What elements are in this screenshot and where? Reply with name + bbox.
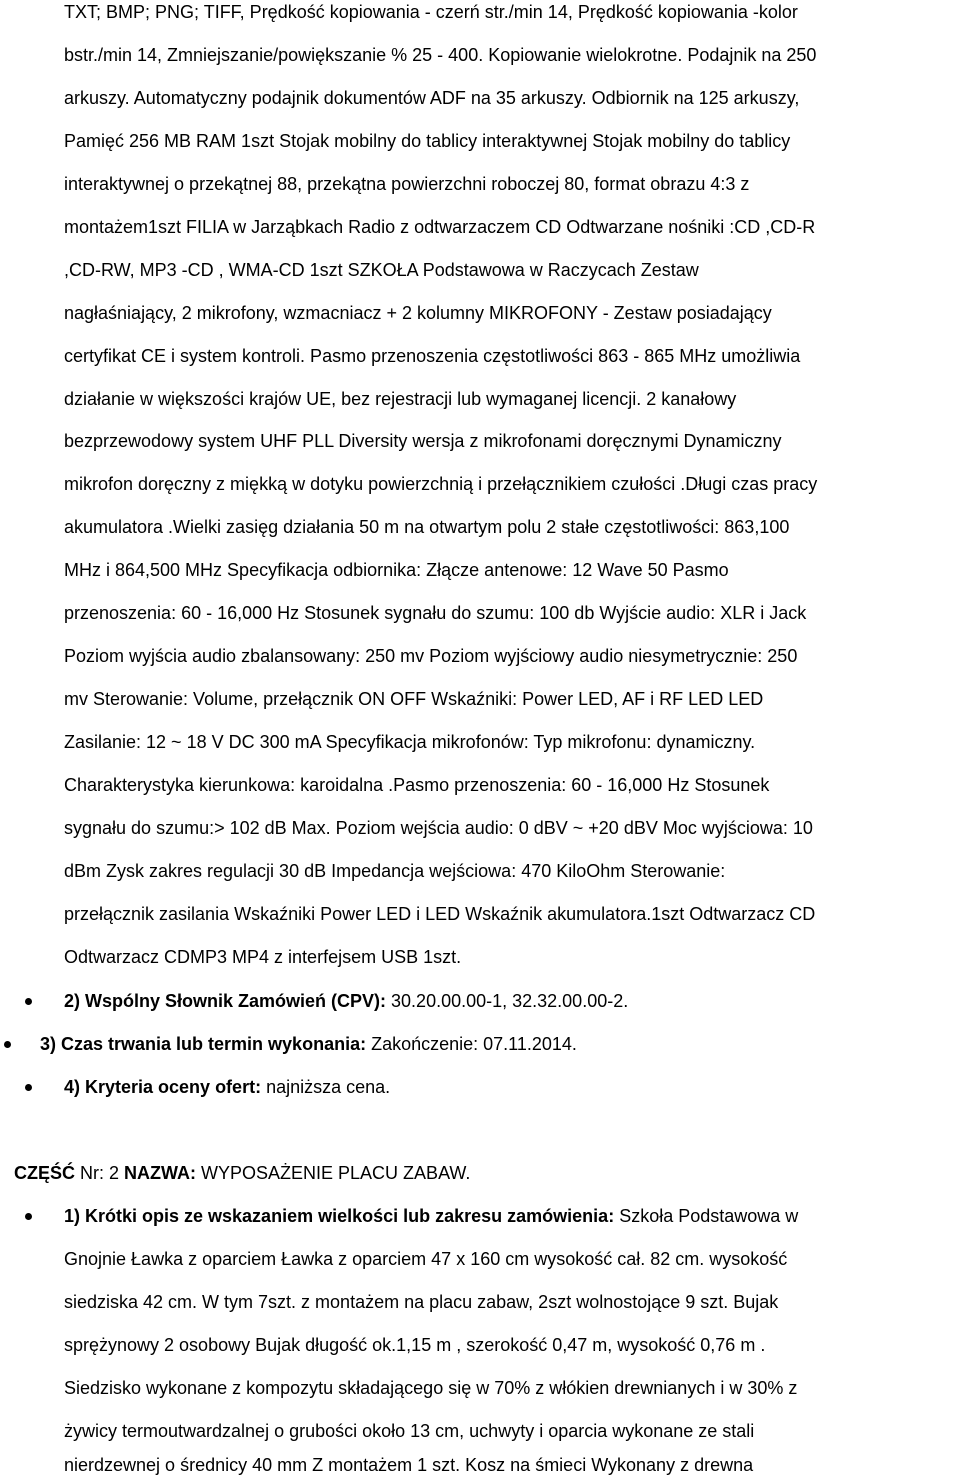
list-item-value: 30.20.00.00-1, 32.32.00.00-2. xyxy=(386,991,629,1011)
text-line: certyfikat CE i system kontroli. Pasmo przenoszenia częstotliwości 863 - 865 MHz umożliwia xyxy=(64,346,801,366)
text-line: Charakterystyka kierunkowa: karoidalna .Pasmo przenoszenia: 60 - 16,000 Hz Stosunek xyxy=(64,775,770,795)
text-line: bstr./min 14, Zmniejszanie/powiększanie % 25 - 400. Kopiowanie wielokrotne. Podajnik na 250 xyxy=(64,45,817,65)
list-item-value: najniższa cena. xyxy=(261,1077,391,1097)
bullet-icon xyxy=(25,1213,32,1220)
list-item-text xyxy=(64,990,628,1012)
text-line: sprężynowy 2 osobowy Bujak długość ok.1,15 m , szerokość 0,47 m, wysokość 0,76 m . xyxy=(64,1335,766,1355)
part-number: Nr: 2 xyxy=(75,1163,125,1183)
text-line: MHz i 864,500 MHz Specyfikacja odbiornika: Złącze antenowe: 12 Wave 50 Pasmo xyxy=(64,560,729,580)
list-item-label: 2) Wspólny Słownik Zamówień (CPV): xyxy=(64,991,387,1011)
part-heading xyxy=(14,1162,470,1184)
list-item-label: 3) Czas trwania lub termin wykonania: xyxy=(40,1034,367,1054)
text-line: Poziom wyjścia audio zbalansowany: 250 mv Poziom wyjściowy audio niesymetrycznie: 250 xyxy=(64,646,798,666)
part-label: CZĘŚĆ xyxy=(14,1163,76,1183)
text-line: montażem1szt FILIA w Jarząbkach Radio z odtwarzaczem CD Odtwarzane nośniki :CD ,CD-R xyxy=(64,217,816,237)
list-item-text xyxy=(64,1205,798,1227)
text-line: działanie w większości krajów UE, bez rejestracji lub wymaganej licencji. 2 kanałowy xyxy=(64,389,737,409)
text-line: Siedzisko wykonane z kompozytu składającego się w 70% z włókien drewnianych i w 30% z xyxy=(64,1378,798,1398)
part-name: WYPOSAŻENIE PLACU ZABAW. xyxy=(196,1163,471,1183)
text-line: Pamięć 256 MB RAM 1szt Stojak mobilny do tablicy interaktywnej Stojak mobilny do tablicy xyxy=(64,131,791,151)
text-line: Odtwarzacz CDMP3 MP4 z interfejsem USB 1szt. xyxy=(64,947,462,967)
text-line: sygnału do szumu:> 102 dB Max. Poziom wejścia audio: 0 dBV ~ +20 dBV Moc wyjściowa: 10 xyxy=(64,818,813,838)
text-line: mv Sterowanie: Volume, przełącznik ON OFF Wskaźniki: Power LED, AF i RF LED LED xyxy=(64,689,764,709)
text-line: dBm Zysk zakres regulacji 30 dB Impedancja wejściowa: 470 KiloOhm Sterowanie: xyxy=(64,861,726,881)
text-line: mikrofon doręczny z miękką w dotyku powierzchnią i przełącznikiem czułości .Długi czas pracy xyxy=(64,474,818,494)
bullet-icon xyxy=(4,1041,11,1048)
text-line: Gnojnie Ławka z oparciem Ławka z oparciem 47 x 160 cm wysokość cał. 82 cm. wysokość xyxy=(64,1249,788,1269)
list-item-value: Zakończenie: 07.11.2014. xyxy=(366,1034,577,1054)
list-item-value: Szkoła Podstawowa w xyxy=(614,1206,799,1226)
text-line: przenoszenia: 60 - 16,000 Hz Stosunek sygnału do szumu: 100 db Wyjście audio: XLR i Jack xyxy=(64,603,807,623)
list-item-text xyxy=(64,1076,390,1098)
text-line: żywicy termoutwardzalnej o grubości około 13 cm, uchwyty i oparcia wykonane ze stali xyxy=(64,1421,755,1441)
text-line: nagłaśniający, 2 mikrofony, wzmacniacz + 2 kolumny MIKROFONY - Zestaw posiadający xyxy=(64,303,772,323)
bullet-icon xyxy=(25,998,32,1005)
list-item-label: 4) Kryteria oceny ofert: xyxy=(64,1077,262,1097)
text-line: ,CD-RW, MP3 -CD , WMA-CD 1szt SZKOŁA Podstawowa w Raczycach Zestaw xyxy=(64,260,699,280)
list-item-text xyxy=(40,1033,577,1055)
text-line: przełącznik zasilania Wskaźniki Power LED i LED Wskaźnik akumulatora.1szt Odtwarzacz CD xyxy=(64,904,816,924)
text-line: akumulatora .Wielki zasięg działania 50 m na otwartym polu 2 stałe częstotliwości: 863,100 xyxy=(64,517,790,537)
part-name-label: NAZWA: xyxy=(124,1163,197,1183)
text-line: nierdzewnej o średnicy 40 mm Z montażem 1 szt. Kosz na śmieci Wykonany z drewna xyxy=(64,1455,754,1475)
text-line: TXT; BMP; PNG; TIFF, Prędkość kopiowania - czerń str./min 14, Prędkość kopiowania -kolor xyxy=(64,2,798,22)
text-line: arkuszy. Automatyczny podajnik dokumentów ADF na 35 arkuszy. Odbiornik na 125 arkuszy, xyxy=(64,88,800,108)
text-line: interaktywnej o przekątnej 88, przekątna powierzchni roboczej 80, format obrazu 4:3 z xyxy=(64,174,750,194)
text-line: Zasilanie: 12 ~ 18 V DC 300 mA Specyfikacja mikrofonów: Typ mikrofonu: dynamiczny. xyxy=(64,732,756,752)
list-item-label: 1) Krótki opis ze wskazaniem wielkości lub zakresu zamówienia: xyxy=(64,1206,615,1226)
text-line: siedziska 42 cm. W tym 7szt. z montażem na placu zabaw, 2szt wolnostojące 9 szt. Bujak xyxy=(64,1292,779,1312)
bullet-icon xyxy=(25,1084,32,1091)
text-line: bezprzewodowy system UHF PLL Diversity wersja z mikrofonami doręcznymi Dynamiczny xyxy=(64,431,782,451)
